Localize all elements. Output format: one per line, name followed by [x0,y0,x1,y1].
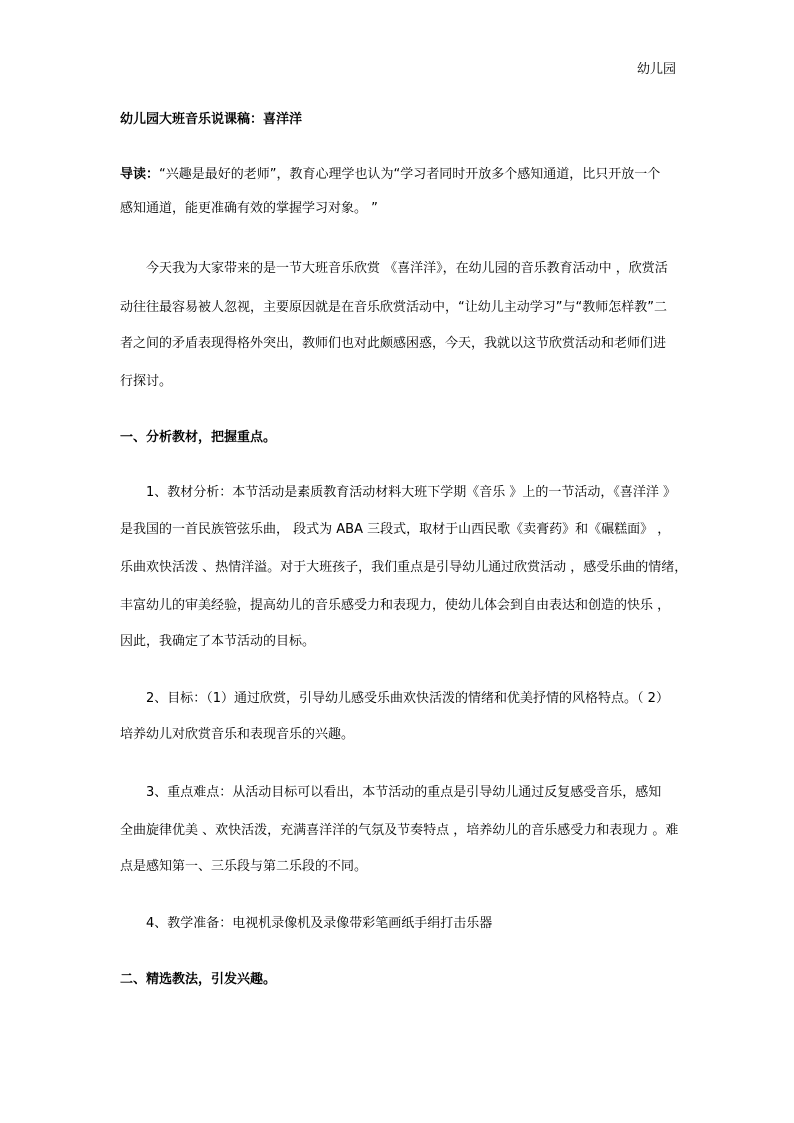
intro-line-1 [120,163,660,182]
intro-lead: 导读： [120,167,160,182]
para1-line-4: 行探讨。 [120,374,173,389]
item1-line-2: 是我国的一首民族管弦乐曲， 段式为 ABA 三段式，取材于山西民歌《卖膏药》和《碾糕面》 ， [120,522,671,537]
item1-line-4: 丰富幼儿的审美经验，提高幼儿的音乐感受力和表现力，使幼儿体会到自由表达和创造的快乐 ， [120,598,671,613]
item4-line: 4、教学准备：电视机录像机及录像带彩笔画纸手绢打击乐器 [146,916,493,931]
item3-line-3: 点是感知第一、三乐段与第二乐段的不同。 [120,859,368,874]
item1-line-3: 乐曲欢快活泼 、热情洋溢。对于大班孩子，我们重点是引导幼儿通过欣赏活动 ，感受乐曲的情绪， [120,560,688,575]
para1-line-3: 者之间的矛盾表现得格外突出，教师们也对此颇感困惑，今天，我就以这节欣赏活动和老师们进 [120,336,667,351]
section-heading-1: 一、分析教材，把握重点。 [120,430,277,445]
section-heading-2: 二、精选教法，引发兴趣。 [120,972,277,987]
item2-line-1: 2、目标：（1）通过欣赏，引导幼儿感受乐曲欢快活泼的情绪和优美抒情的风格特点。（ 2） [146,691,669,706]
item1-line-1: 1、教材分析：本节活动是素质教育活动材料大班下学期《音乐 》上的一节活动，《喜洋洋 》 [146,485,677,500]
document-title: 幼儿园大班音乐说课稿：喜洋洋 [120,112,303,127]
para1-line-2: 动往往最容易被人忽视，主要原因就是在音乐欣赏活动中，“让幼儿主动学习”与“教师怎样教”二 [120,300,667,315]
item2-line-2: 培养幼儿对欣赏音乐和表现音乐的兴趣。 [120,727,355,742]
intro-text-1: “兴趣是最好的老师”，教育心理学也认为“学习者同时开放多个感知通道，比只开放一个 [159,167,661,182]
intro-line-2: 感知通道，能更准确有效的掌握学习对象。 ” [120,201,378,216]
item1-line-5: 因此，我确定了本节活动的目标。 [120,634,316,649]
page-header: 幼儿园 [637,62,677,77]
item3-line-1: 3、重点难点：从活动目标可以看出，本节活动的重点是引导幼儿通过反复感受音乐，感知 [146,785,662,800]
item3-line-2: 全曲旋律优美 、欢快活泼，充满喜洋洋的气氛及节奏特点 ，培养幼儿的音乐感受力和表现力 。难 [120,823,679,838]
para1-line-1: 今天我为大家带来的是一节大班音乐欣赏 《喜洋洋》，在幼儿园的音乐教育活动中 ，欣赏活 [146,261,668,276]
